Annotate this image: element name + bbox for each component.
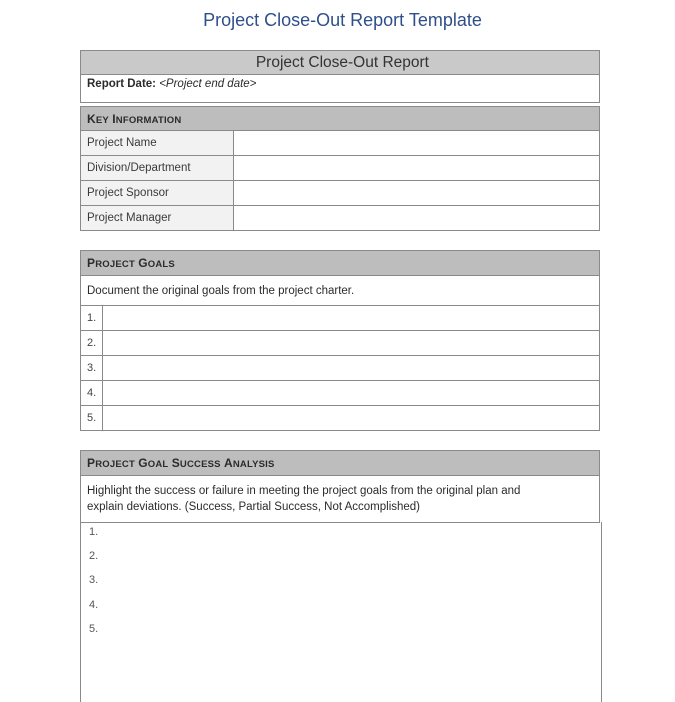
key-information-table — [80, 106, 600, 231]
report-date-row — [81, 75, 600, 103]
project-goals-table — [80, 250, 600, 431]
analysis-item-number: 2. — [89, 550, 99, 562]
field-label-project-manager: Project Manager — [81, 206, 234, 231]
goal-success-analysis-instruction: Highlight the success or failure in meeting the project goals from the original plan and explain deviations. (Success, Partial Success, Not Accomplished) — [81, 476, 600, 523]
field-label-division: Division/Department — [81, 156, 234, 181]
field-value-division[interactable] — [234, 156, 600, 181]
field-value-project-name[interactable] — [234, 131, 600, 156]
goal-number: 2. — [81, 331, 103, 356]
goal-entry[interactable] — [103, 406, 600, 431]
project-goals-instruction: Document the original goals from the project charter. — [81, 276, 600, 306]
field-label-project-sponsor: Project Sponsor — [81, 181, 234, 206]
analysis-item-number: 4. — [89, 599, 99, 611]
goal-success-analysis-table — [80, 450, 600, 523]
field-label-project-name: Project Name — [81, 131, 234, 156]
report-date-value: <Project end date> — [159, 78, 257, 90]
goal-success-analysis-heading: PROJECT GOAL SUCCESS ANALYSIS — [81, 451, 600, 476]
analysis-item-number: 5. — [89, 623, 99, 635]
project-goals-heading: PROJECT GOALS — [81, 251, 600, 276]
analysis-item-number: 1. — [89, 526, 99, 538]
report-date-label: Report Date: — [87, 78, 157, 90]
report-header-table — [80, 50, 600, 103]
field-value-project-sponsor[interactable] — [234, 181, 600, 206]
goal-entry[interactable] — [103, 381, 600, 406]
goal-entry[interactable] — [103, 356, 600, 381]
report-title: Project Close-Out Report — [81, 51, 600, 75]
goal-entry[interactable] — [103, 331, 600, 356]
goal-number: 4. — [81, 381, 103, 406]
goal-success-analysis-entry-area[interactable] — [80, 522, 602, 702]
goal-entry[interactable] — [103, 306, 600, 331]
field-value-project-manager[interactable] — [234, 206, 600, 231]
page-title: Project Close-Out Report Template — [203, 10, 482, 30]
goal-number: 1. — [81, 306, 103, 331]
goal-number: 5. — [81, 406, 103, 431]
key-information-heading: KEY INFORMATION — [81, 107, 600, 131]
goal-number: 3. — [81, 356, 103, 381]
analysis-item-number: 3. — [89, 574, 99, 586]
